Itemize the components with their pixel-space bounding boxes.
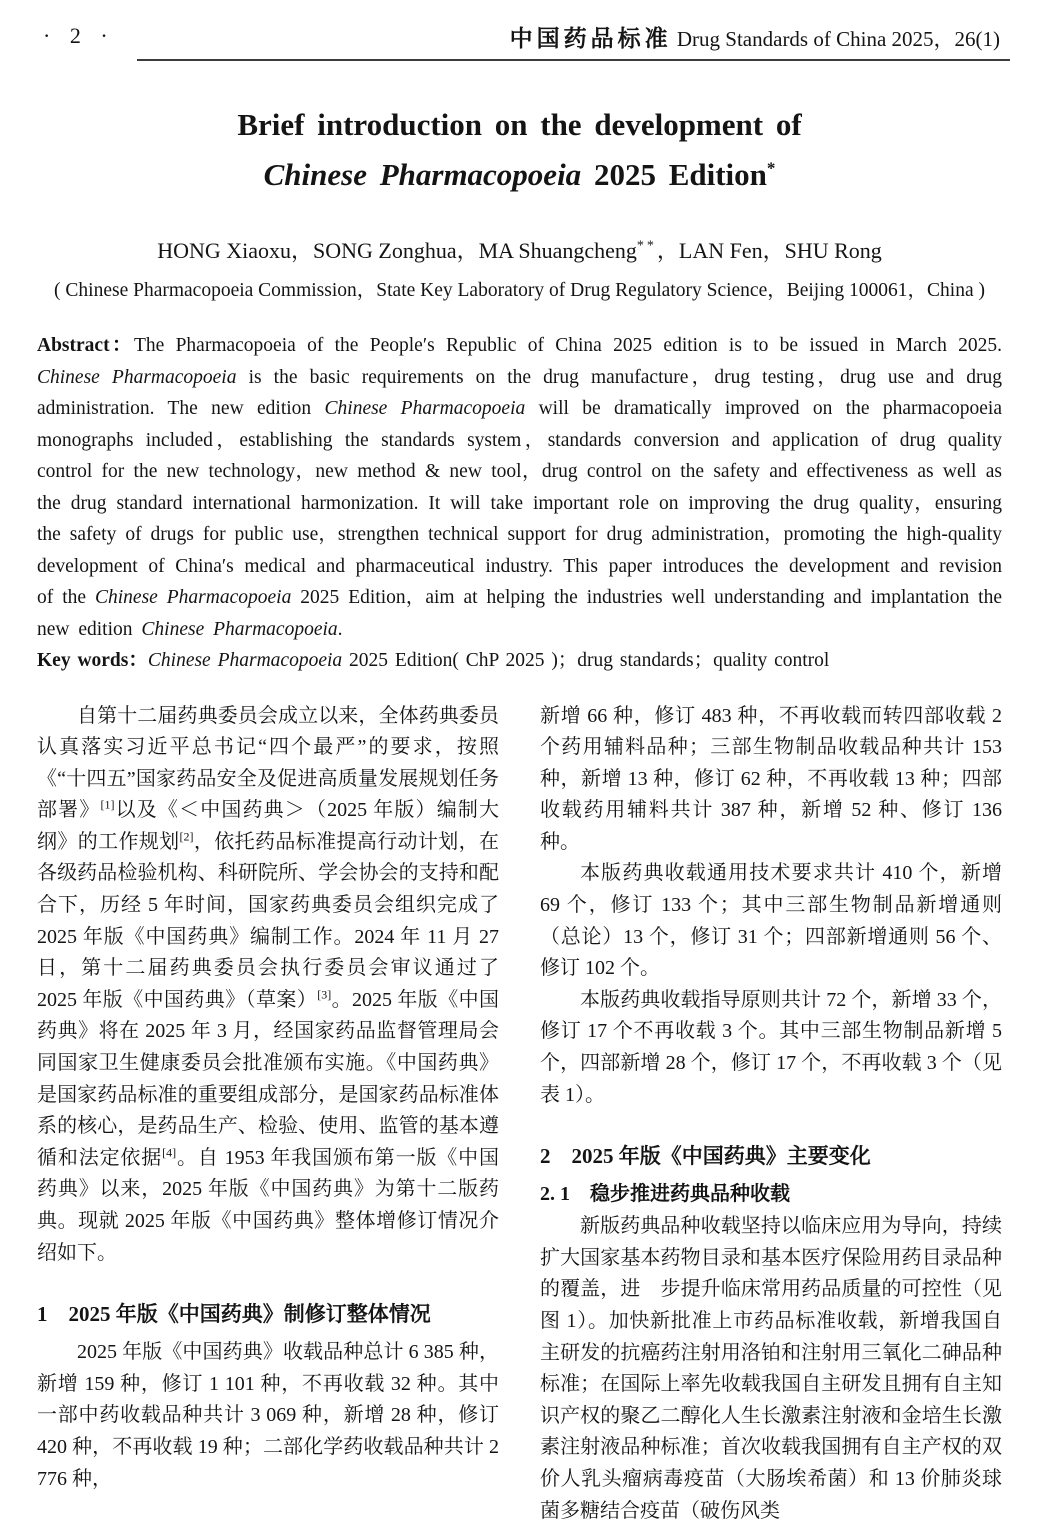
journal-title-en: Drug Standards of China 2025，26(1)	[672, 27, 1000, 51]
section-heading: 2 2025 年版《中国药典》主要变化	[540, 1141, 1002, 1171]
page-number: · 2 ·	[43, 23, 115, 49]
keywords-text: Chinese Pharmacopoeia 2025 Edition( ChP 2025 )；drug standards；quality control	[148, 650, 829, 671]
section-heading: 1 2025 年版《中国药典》制修订整体情况	[37, 1299, 499, 1329]
title-footnote-asterisk: *	[767, 159, 776, 178]
section-heading: 2. 1 稳步推进药典品种收载	[540, 1179, 1002, 1209]
body-paragraph: 新版药典品种收载坚持以临床应用为导向，持续扩大国家基本药物目录和基本医疗保险用药目录品种的覆盖，进 步提升临床常用药品质量的可控性（见图 1）。加快新批准上市药品标准收载，新增我国自主研发的抗癌药注射用洛铂和注射用三氧化二砷品种标准；在国际上率先收载我国自主研发且拥有自主知识产权的聚乙二醇化人生长激素注射液和金培生长激素注射液品种标准；首次收载我国拥有自主产权的双价人乳头瘤病毒疫苗（大肠埃希菌）和 13 价肺炎球菌多糖结合疫苗（破伤风类	[540, 1211, 1002, 1527]
keywords	[37, 645, 1002, 677]
keywords-colon: ：	[128, 650, 148, 671]
header-rule	[137, 59, 1010, 61]
affiliation: ( Chinese Pharmacopoeia Commission，State Key Laboratory of Drug Regulatory Science，Beijing 100061，China )	[37, 274, 1002, 302]
journal-title	[510, 20, 1000, 53]
corresponding-author-mark: **	[637, 239, 657, 254]
abstract-label: Abstract	[37, 335, 110, 356]
article-title-line2-rest: 2025 Edition	[581, 157, 767, 192]
author-list	[37, 234, 1002, 265]
body-right-column	[540, 701, 1002, 1527]
abstract	[37, 330, 1002, 645]
article-title-line1: Brief introduction on the development of	[237, 107, 801, 142]
journal-title-cn: 中国药品标准	[510, 26, 672, 51]
body-paragraph: 本版药典收载指导原则共计 72 个，新增 33 个，修订 17 个不再收载 3 个。其中三部生物制品新增 5 个，四部新增 28 个，修订 17 个，不再收载 3 个（见表 1）。	[540, 985, 1002, 1111]
keywords-label: Key words	[37, 650, 128, 671]
article-title-line2-italic: Chinese Pharmacopoeia	[264, 157, 582, 192]
body-paragraph: 2025 年版《中国药典》收载品种总计 6 385 种，新增 159 种，修订 1 101 种，不再收载 32 种。其中一部中药收载品种共计 3 069 种，新增 28 种，修订 420 种，不再收载 19 种；二部化学药收载品种共计 2 776 种，	[37, 1337, 499, 1495]
body-columns	[37, 701, 1002, 1527]
body-paragraph: 本版药典收载通用技术要求共计 410 个，新增 69 个，修订 133 个；其中三部生物制品新增通则（总论）13 个，修订 31 个；四部新增通则 56 个、修订 102 个。	[540, 858, 1002, 984]
body-paragraph: 新增 66 种，修订 483 种，不再收载而转四部收载 2 个药用辅料品种；三部生物制品收载品种共计 153 种，新增 13 种，修订 62 种，不再收载 13 种；四部收载药用辅料共计 387 种，新增 52 种、修订 136 种。	[540, 701, 1002, 859]
running-head	[37, 20, 1002, 62]
authors-first: HONG Xiaoxu，SONG Zonghua，MA Shuangcheng	[157, 238, 637, 263]
article-title	[37, 100, 1002, 200]
body-left-column	[37, 701, 499, 1527]
abstract-text: The Pharmacopoeia of the People′s Republic of China 2025 edition is to be issued in March 2025. Chinese Pharmacopoeia is the basic requirements on the drug manufacture，drug testing，drug use and drug administration. The new edition Chinese Pharmacopoeia will be dramatically improved on the pharmacopoeia monographs included，establishing the standards system，standards conversion and application of drug quality control for the new technology，new method & new tool，drug control on the safety and effectiveness as well as the drug standard international harmonization. It will take important role on improving the drug quality，ensuring the safety of drugs for public use，strengthen technical support for drug administration，promoting the high-quality development of China′s medical and pharmaceutical industry. This paper introduces the development and revision of the Chinese Pharmacopoeia 2025 Edition，aim at helping the industries well understanding and implantation the new edition Chinese Pharmacopoeia.	[37, 335, 1002, 640]
authors-rest: ，LAN Fen，SHU Rong	[657, 238, 882, 263]
abstract-colon: ：	[110, 335, 134, 356]
body-paragraph: 自第十二届药典委员会成立以来，全体药典委员认真落实习近平总书记“四个最严”的要求，按照《“十四五”国家药品安全及促进高质量发展规划任务部署》[1]以及《＜中国药典＞（2025 年版）编制大纲》的工作规划[2]，依托药品标准提高行动计划，在各级药品检验机构、科研院所、学会协会的支持和配合下，历经 5 年时间，国家药典委员会组织完成了 2025 年版《中国药典》编制工作。2024 年 11 月 27 日，第十二届药典委员会执行委员会审议通过了 2025 年版《中国药典》（草案）[3]。2025 年版《中国药典》将在 2025 年 3 月，经国家药品监督管理局会同国家卫生健康委员会批准颁布实施。《中国药典》是国家药品标准的重要组成部分，是国家药品标准体系的核心，是药品生产、检验、使用、监管的基本遵循和法定依据[4]。自 1953 年我国颁布第一版《中国药典》以来，2025 年版《中国药典》为第十二版药典。现就 2025 年版《中国药典》整体增修订情况介绍如下。	[37, 701, 499, 1270]
